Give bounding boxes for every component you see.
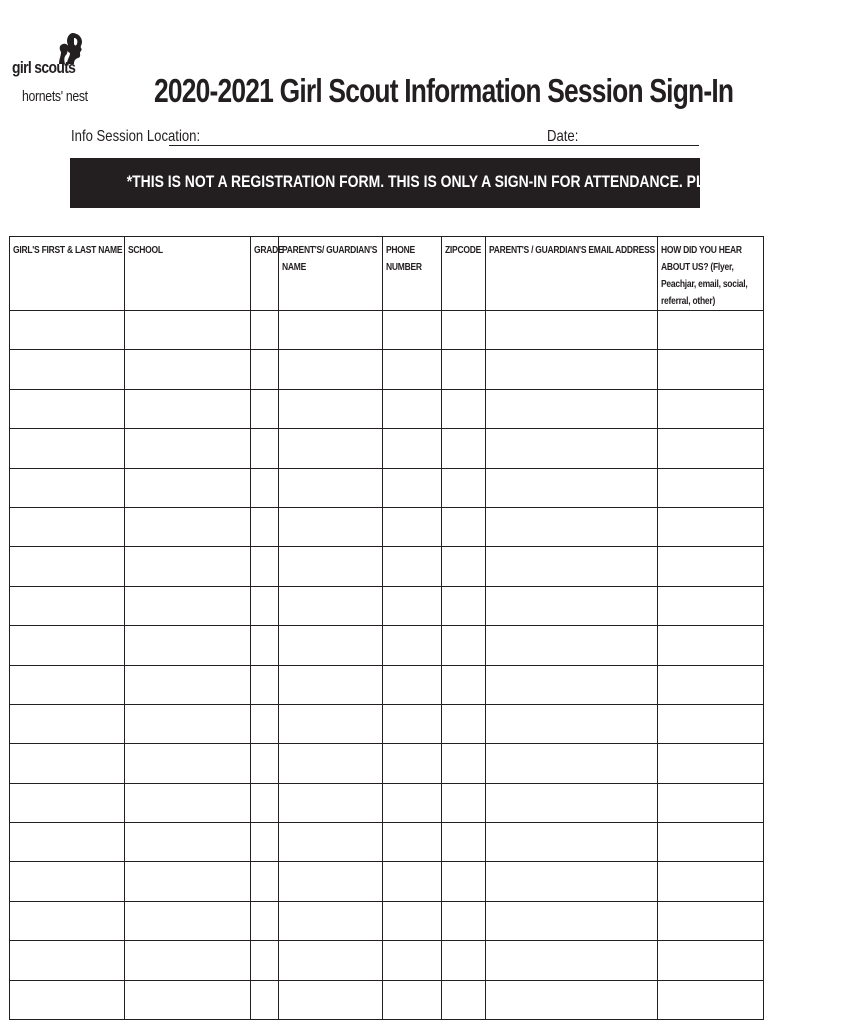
- entry-cell[interactable]: [658, 468, 764, 507]
- table-row: [10, 941, 764, 980]
- entry-cell[interactable]: [383, 350, 442, 389]
- entry-cell[interactable]: [279, 626, 383, 665]
- entry-cell[interactable]: [658, 547, 764, 586]
- table-row: [10, 547, 764, 586]
- entry-cell[interactable]: [486, 980, 658, 1019]
- entry-cell[interactable]: [442, 704, 486, 743]
- entry-cell[interactable]: [279, 468, 383, 507]
- entry-cell[interactable]: [251, 823, 279, 862]
- entry-cell[interactable]: [251, 862, 279, 901]
- entry-cell[interactable]: [125, 941, 251, 980]
- entry-cell[interactable]: [383, 744, 442, 783]
- entry-cell[interactable]: [125, 507, 251, 546]
- entry-cell[interactable]: [486, 350, 658, 389]
- entry-cell[interactable]: [658, 626, 764, 665]
- entry-cell[interactable]: [10, 823, 125, 862]
- notice-banner: [70, 158, 859, 208]
- entry-cell[interactable]: [279, 389, 383, 428]
- entry-cell[interactable]: [251, 626, 279, 665]
- table-row: [10, 311, 764, 350]
- entry-cell[interactable]: [125, 744, 251, 783]
- entry-cell[interactable]: [486, 311, 658, 350]
- entry-cell[interactable]: [125, 389, 251, 428]
- entry-cell[interactable]: [383, 704, 442, 743]
- entry-cell[interactable]: [279, 823, 383, 862]
- entry-cell[interactable]: [486, 941, 658, 980]
- entry-cell[interactable]: [251, 941, 279, 980]
- entry-cell[interactable]: [383, 547, 442, 586]
- sign-in-table: [9, 236, 764, 1020]
- entry-cell[interactable]: [442, 941, 486, 980]
- entry-cell[interactable]: [658, 704, 764, 743]
- entry-cell[interactable]: [658, 350, 764, 389]
- entry-cell[interactable]: [383, 429, 442, 468]
- entry-cell[interactable]: [658, 586, 764, 625]
- entry-cell[interactable]: [251, 586, 279, 625]
- column-header: SCHOOL: [125, 237, 251, 311]
- entry-cell[interactable]: [10, 901, 125, 940]
- entry-cell[interactable]: [486, 665, 658, 704]
- entry-cell[interactable]: [442, 626, 486, 665]
- table-row: [10, 507, 764, 546]
- entry-cell[interactable]: [279, 665, 383, 704]
- entry-cell[interactable]: [442, 507, 486, 546]
- entry-cell[interactable]: [383, 665, 442, 704]
- entry-cell[interactable]: [251, 468, 279, 507]
- entry-cell[interactable]: [125, 429, 251, 468]
- entry-cell[interactable]: [279, 744, 383, 783]
- entry-cell[interactable]: [10, 547, 125, 586]
- entry-cell[interactable]: [442, 862, 486, 901]
- entry-cell[interactable]: [125, 823, 251, 862]
- entry-cell[interactable]: [486, 468, 658, 507]
- date-label: Date:: [547, 128, 579, 145]
- entry-cell[interactable]: [383, 862, 442, 901]
- entry-cell[interactable]: [442, 665, 486, 704]
- entry-cell[interactable]: [486, 783, 658, 822]
- entry-cell[interactable]: [658, 823, 764, 862]
- entry-cell[interactable]: [10, 389, 125, 428]
- entry-cell[interactable]: [10, 862, 125, 901]
- entry-cell[interactable]: [279, 507, 383, 546]
- column-header: GRADE: [251, 237, 279, 311]
- entry-cell[interactable]: [279, 901, 383, 940]
- entry-cell[interactable]: [10, 507, 125, 546]
- entry-cell[interactable]: [10, 468, 125, 507]
- entry-cell[interactable]: [10, 783, 125, 822]
- entry-cell[interactable]: [251, 429, 279, 468]
- entry-cell[interactable]: [658, 311, 764, 350]
- entry-cell[interactable]: [658, 862, 764, 901]
- entry-cell[interactable]: [442, 586, 486, 625]
- table-row: [10, 429, 764, 468]
- header-row: [10, 237, 764, 311]
- entry-cell[interactable]: [251, 901, 279, 940]
- entry-cell[interactable]: [486, 704, 658, 743]
- entry-cell[interactable]: [442, 468, 486, 507]
- location-label: Info Session Location:: [71, 128, 201, 145]
- entry-cell[interactable]: [442, 547, 486, 586]
- entry-cell[interactable]: [658, 980, 764, 1019]
- table-row: [10, 389, 764, 428]
- table-row: [10, 744, 764, 783]
- entry-cell[interactable]: [486, 626, 658, 665]
- entry-cell[interactable]: [442, 311, 486, 350]
- date-field[interactable]: [571, 145, 699, 146]
- entry-cell[interactable]: [10, 665, 125, 704]
- entry-cell[interactable]: [486, 862, 658, 901]
- entry-cell[interactable]: [383, 626, 442, 665]
- entry-cell[interactable]: [658, 744, 764, 783]
- entry-cell[interactable]: [658, 665, 764, 704]
- entry-cell[interactable]: [486, 901, 658, 940]
- table-row: [10, 350, 764, 389]
- column-header: PARENT'S/ GUARDIAN'S NAME: [279, 237, 383, 311]
- entry-cell[interactable]: [383, 941, 442, 980]
- location-field[interactable]: [169, 145, 609, 146]
- entry-cell[interactable]: [442, 744, 486, 783]
- entry-cell[interactable]: [658, 941, 764, 980]
- entry-cell[interactable]: [251, 665, 279, 704]
- table-body: [10, 311, 764, 1020]
- table-row: [10, 626, 764, 665]
- notice-text: *THIS IS NOT A REGISTRATION FORM. THIS IS ONLY A SIGN-IN FOR ATTENDANCE. PLEASE PRINT CLEARLY.: [126, 172, 859, 191]
- entry-cell[interactable]: [383, 311, 442, 350]
- entry-cell[interactable]: [125, 586, 251, 625]
- entry-cell[interactable]: [125, 350, 251, 389]
- column-header: GIRL'S FIRST & LAST NAME: [10, 237, 125, 311]
- entry-cell[interactable]: [279, 704, 383, 743]
- entry-cell[interactable]: [10, 429, 125, 468]
- logo-wordmark-bottom: hornets' nest: [22, 88, 88, 105]
- entry-cell[interactable]: [486, 823, 658, 862]
- entry-cell[interactable]: [442, 980, 486, 1019]
- table-row: [10, 862, 764, 901]
- entry-cell[interactable]: [383, 389, 442, 428]
- entry-cell[interactable]: [442, 389, 486, 428]
- entry-cell[interactable]: [125, 862, 251, 901]
- entry-cell[interactable]: [125, 547, 251, 586]
- table-row: [10, 468, 764, 507]
- entry-cell[interactable]: [279, 350, 383, 389]
- entry-cell[interactable]: [486, 744, 658, 783]
- entry-cell[interactable]: [442, 901, 486, 940]
- entry-cell[interactable]: [486, 389, 658, 428]
- entry-cell[interactable]: [10, 311, 125, 350]
- entry-cell[interactable]: [383, 586, 442, 625]
- entry-cell[interactable]: [486, 547, 658, 586]
- entry-cell[interactable]: [251, 350, 279, 389]
- entry-cell[interactable]: [658, 901, 764, 940]
- session-info-row: [71, 128, 699, 150]
- girl-scouts-logo: [12, 30, 92, 110]
- entry-cell[interactable]: [486, 507, 658, 546]
- entry-cell[interactable]: [658, 783, 764, 822]
- entry-cell[interactable]: [125, 704, 251, 743]
- entry-cell[interactable]: [383, 468, 442, 507]
- entry-cell[interactable]: [383, 980, 442, 1019]
- column-header: HOW DID YOU HEAR ABOUT US? (Flyer, Peachjar, email, social, referral, other): [658, 237, 764, 311]
- entry-cell[interactable]: [125, 665, 251, 704]
- entry-cell[interactable]: [383, 823, 442, 862]
- entry-cell[interactable]: [125, 311, 251, 350]
- page-title: 2020-2021 Girl Scout Information Session Sign-In: [154, 72, 734, 109]
- entry-cell[interactable]: [279, 980, 383, 1019]
- column-header: ZIPCODE: [442, 237, 486, 311]
- entry-cell[interactable]: [279, 783, 383, 822]
- entry-cell[interactable]: [10, 704, 125, 743]
- table-row: [10, 901, 764, 940]
- entry-cell[interactable]: [279, 941, 383, 980]
- table-row: [10, 704, 764, 743]
- entry-cell[interactable]: [383, 507, 442, 546]
- table-row: [10, 586, 764, 625]
- table-row: [10, 665, 764, 704]
- table-row: [10, 783, 764, 822]
- entry-cell[interactable]: [486, 429, 658, 468]
- entry-cell[interactable]: [125, 980, 251, 1019]
- entry-cell[interactable]: [442, 350, 486, 389]
- entry-cell[interactable]: [125, 468, 251, 507]
- entry-cell[interactable]: [383, 901, 442, 940]
- entry-cell[interactable]: [251, 311, 279, 350]
- entry-cell[interactable]: [251, 507, 279, 546]
- entry-cell[interactable]: [10, 980, 125, 1019]
- entry-cell[interactable]: [10, 626, 125, 665]
- entry-cell[interactable]: [10, 941, 125, 980]
- entry-cell[interactable]: [486, 586, 658, 625]
- logo-wordmark-top: girl scouts: [12, 58, 76, 77]
- entry-cell[interactable]: [251, 389, 279, 428]
- entry-cell[interactable]: [251, 783, 279, 822]
- entry-cell[interactable]: [279, 547, 383, 586]
- entry-cell[interactable]: [442, 429, 486, 468]
- entry-cell[interactable]: [658, 429, 764, 468]
- entry-cell[interactable]: [442, 783, 486, 822]
- entry-cell[interactable]: [442, 823, 486, 862]
- entry-cell[interactable]: [658, 389, 764, 428]
- entry-cell[interactable]: [10, 586, 125, 625]
- table-row: [10, 980, 764, 1019]
- entry-cell[interactable]: [251, 744, 279, 783]
- entry-cell[interactable]: [383, 783, 442, 822]
- entry-cell[interactable]: [279, 586, 383, 625]
- column-header: PHONE NUMBER: [383, 237, 442, 311]
- entry-cell[interactable]: [10, 350, 125, 389]
- column-header: PARENT'S / GUARDIAN'S EMAIL ADDRESS: [486, 237, 658, 311]
- entry-cell[interactable]: [251, 704, 279, 743]
- entry-cell[interactable]: [279, 429, 383, 468]
- entry-cell[interactable]: [125, 901, 251, 940]
- entry-cell[interactable]: [10, 744, 125, 783]
- entry-cell[interactable]: [125, 626, 251, 665]
- entry-cell[interactable]: [125, 783, 251, 822]
- entry-cell[interactable]: [251, 547, 279, 586]
- entry-cell[interactable]: [279, 311, 383, 350]
- table-row: [10, 823, 764, 862]
- entry-cell[interactable]: [658, 507, 764, 546]
- entry-cell[interactable]: [279, 862, 383, 901]
- entry-cell[interactable]: [251, 980, 279, 1019]
